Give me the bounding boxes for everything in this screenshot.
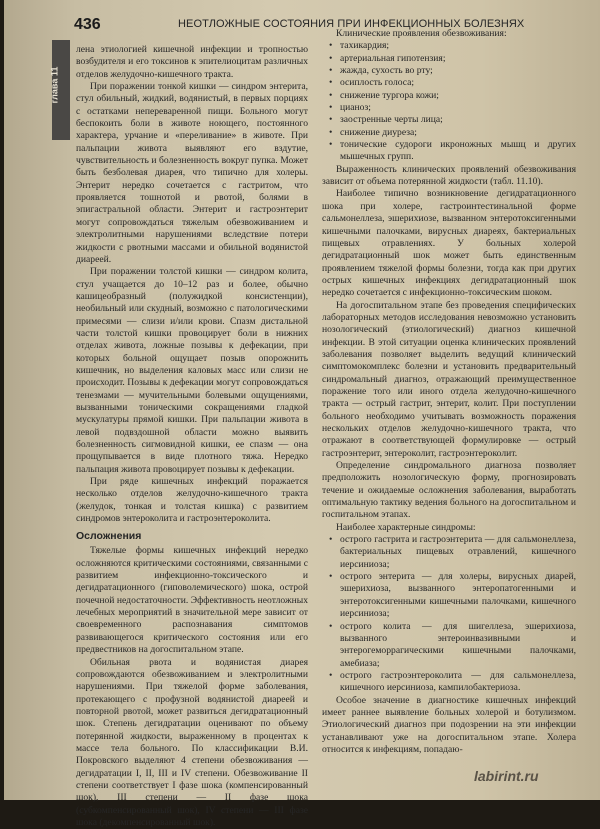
paragraph: При поражении тонкой кишки — синдром энтерита, стул обильный, жидкий, водянистый, в первых порциях с остатками непереваренной пищи. Больного могут беспокоить боли в животе ноющего, постоянного характера, урчание и «переливание» в животе. При пальпации живота выявляют его вздутие, чувствительность и болезненность вокруг пупка. Может быть безболевая диарея, что типично для холеры. Энтерит нередко сочетается с гастритом, что проявляется тошнотой и рвотой, болями в эпигастральной области. Энтерит и гастроэнтерит могут сопровождаться тяжелым обезвоживанием и электролитными нарушениями вследствие потери жидкости с рвотными массами и обильной водянистой диареей. [76,81,308,266]
right-column [322,28,576,756]
list-item: • осиплость голоса; [340,77,576,89]
list-item: • снижение тургора кожи; [340,90,576,102]
paragraph: Наиболее типично возникновение дегидратационного шока при холере, гастроинтестинальной форме сальмонеллеза, эшерихиозе, вызванном энтеротоксигенными кишечными палочками, вирусных диареях, бактериальных пищевых отравлениях. У больных холерой дегидратационный шок может быть единственным проявлением тяжелой формы болезни, тогда как при других острых кишечных инфекциях дегидратационный шок нередко сочетается с инфекционно-токсическим шоком. [322,188,576,299]
left-column [76,44,308,829]
running-head: НЕОТЛОЖНЫЕ СОСТОЯНИЯ ПРИ ИНФЕКЦИОННЫХ БОЛЕЗНЯХ [178,18,524,30]
paragraph: Особое значение в диагностике кишечных инфекций имеет раннее выявление больных холерой и ботулизмом. Этиологический диагноз при подозрении на эти инфекции устанавливают уже на догоспитальном этапе. Холера относится к инфекциям, попадаю- [322,695,576,757]
page-number: 436 [74,16,101,34]
list-item: • артериальная гипотензия; [340,53,576,65]
list-item: • тонические судороги икроножных мышц и других мышечных групп. [340,139,576,164]
paragraph: При поражении толстой кишки — синдром колита, стул учащается до 10–12 раз и более, обычно кашицеобразный (полужидкой консистенции), необильный или скудный, возможно с патологическими примесями — слизи и/или крови. Спазм дистальной части толстой кишки провоцирует боли в нижних отделах живота, ложные позывы к дефекации, при которых больной ощущает позыв опорожнить кишечник, но выделения каловых масс или слизи не происходит. Позывы к дефекации могут сопровождаться тенезмами — мучительными болевыми ощущениями, вызванными тоническими сокращениями гладкой мускулатуры прямой кишки. При пальпации живота в левой подвздошной области можно выявить болезненность сигмовидной кишки, ее спазм — она прощупывается в виде плотного тяжа. Нередко пальпация живота провоцирует позывы к дефекации. [76,266,308,476]
list-item: • заостренные черты лица; [340,114,576,126]
list-item: • снижение диуреза; [340,127,576,139]
list-item: • острого гастроэнтероколита — для сальмонеллеза, кишечного иерсиниоза, кампилобактериоза. [340,670,576,695]
section-heading: Осложнения [76,530,308,542]
paragraph: Наиболее характерные синдромы: [322,522,576,534]
watermark: labirint.ru [474,768,539,784]
list-item: • острого гастрита и гастроэнтерита — для сальмонеллеза, бактериальных пищевых отравлений, кишечного иерсиниоза; [340,534,576,571]
list-item: • острого энтерита — для холеры, вирусных диарей, эшерихиоза, вызванного энтеропатогенными и энтеротоксигенными кишечными палочками, кишечного иерсиниоза; [340,571,576,620]
paragraph: Определение синдромального диагноза позволяет предположить нозологическую форму, прогнозировать течение и ожидаемые осложнения заболевания, выработать оптимальную тактику ведения больного на догоспитальном и госпитальном этапах. [322,460,576,522]
paragraph: Выраженность клинических проявлений обезвоживания зависит от объема потерянной жидкости (табл. 11.10). [322,164,576,189]
paragraph: На догоспитальном этапе без проведения специфических лабораторных методов исследования невозможно установить нозологический (этиологический) диагноз кишечной инфекции. В этой ситуации оценка клинических проявлений заболевания позволяет выделить ведущий клинический симптомокомплекс болезни и установить предварительный синдромальный диагноз, отражающий преимущественное поражение того или иного отдела желудочно-кишечного тракта — острый гастрит, энтерит, колит. При поступлении больного необходимо учитывать возможность поражения нескольких отделов желудочно-кишечного тракта, что отражают в соответствующей формулировке — острый гастроэнтерит, энтероколит, гастроэнтероколит. [322,300,576,460]
paragraph: лена этиологией кишечной инфекции и тропностью возбудителя и его токсинов к эпителиоцитам различных отделов желудочно-кишечного тракта. [76,44,308,81]
list-item: • жажда, сухость во рту; [340,65,576,77]
paragraph: Тяжелые формы кишечных инфекций нередко осложняются критическими состояниями, связанными с развитием инфекционно-токсического и дегидратационного (гиповолемического) шока, острой почечной недостаточности. Эффективность неотложных лечебных мероприятий в значительной мере зависит от своевременного распознавания симптомов развивающегося критического состояния или его предвестников на догоспитальном этапе. [76,545,308,656]
paragraph: Клинические проявления обезвоживания: [322,28,576,40]
paragraph: При ряде кишечных инфекций поражается несколько отделов желудочно-кишечного тракта (желудок, тонкая и толстая кишка) с развитием синдромов энтероколита и гастроэнтероколита. [76,476,308,525]
list-item: • цианоз; [340,102,576,114]
list-item: • острого колита — для шигеллеза, эшерихиоза, вызванного энтероинвазивными и энтерогеморрагическими кишечными палочками, амебиаза; [340,621,576,670]
chapter-tab: глава 11 [52,40,70,140]
list-item: • тахикардия; [340,40,576,52]
paragraph: Обильная рвота и водянистая диарея сопровождаются обезвоживанием и электролитными нарушениями. При тяжелой форме заболевания, протекающего с профузной водянистой диареей и повторной рвотой, может развиться дегидратационный шок. Степень дегидратации оценивают по объему потерянной жидкости, выраженному в процентах к массе тела больного. По классификации В.И. Покровского выделяют 4 степени обезвоживания — дегидратации I, II, III и IV степени. Обезвоживание II степени соответствует I фазе шока (компенсированный шок), III степени — II фазе шока (субкомпенсированный шок), IV степени — III фазе шока (декомпенсированный шок). [76,657,308,829]
symptom-list [322,40,576,163]
book-page [4,0,600,800]
syndrome-list [322,534,576,694]
